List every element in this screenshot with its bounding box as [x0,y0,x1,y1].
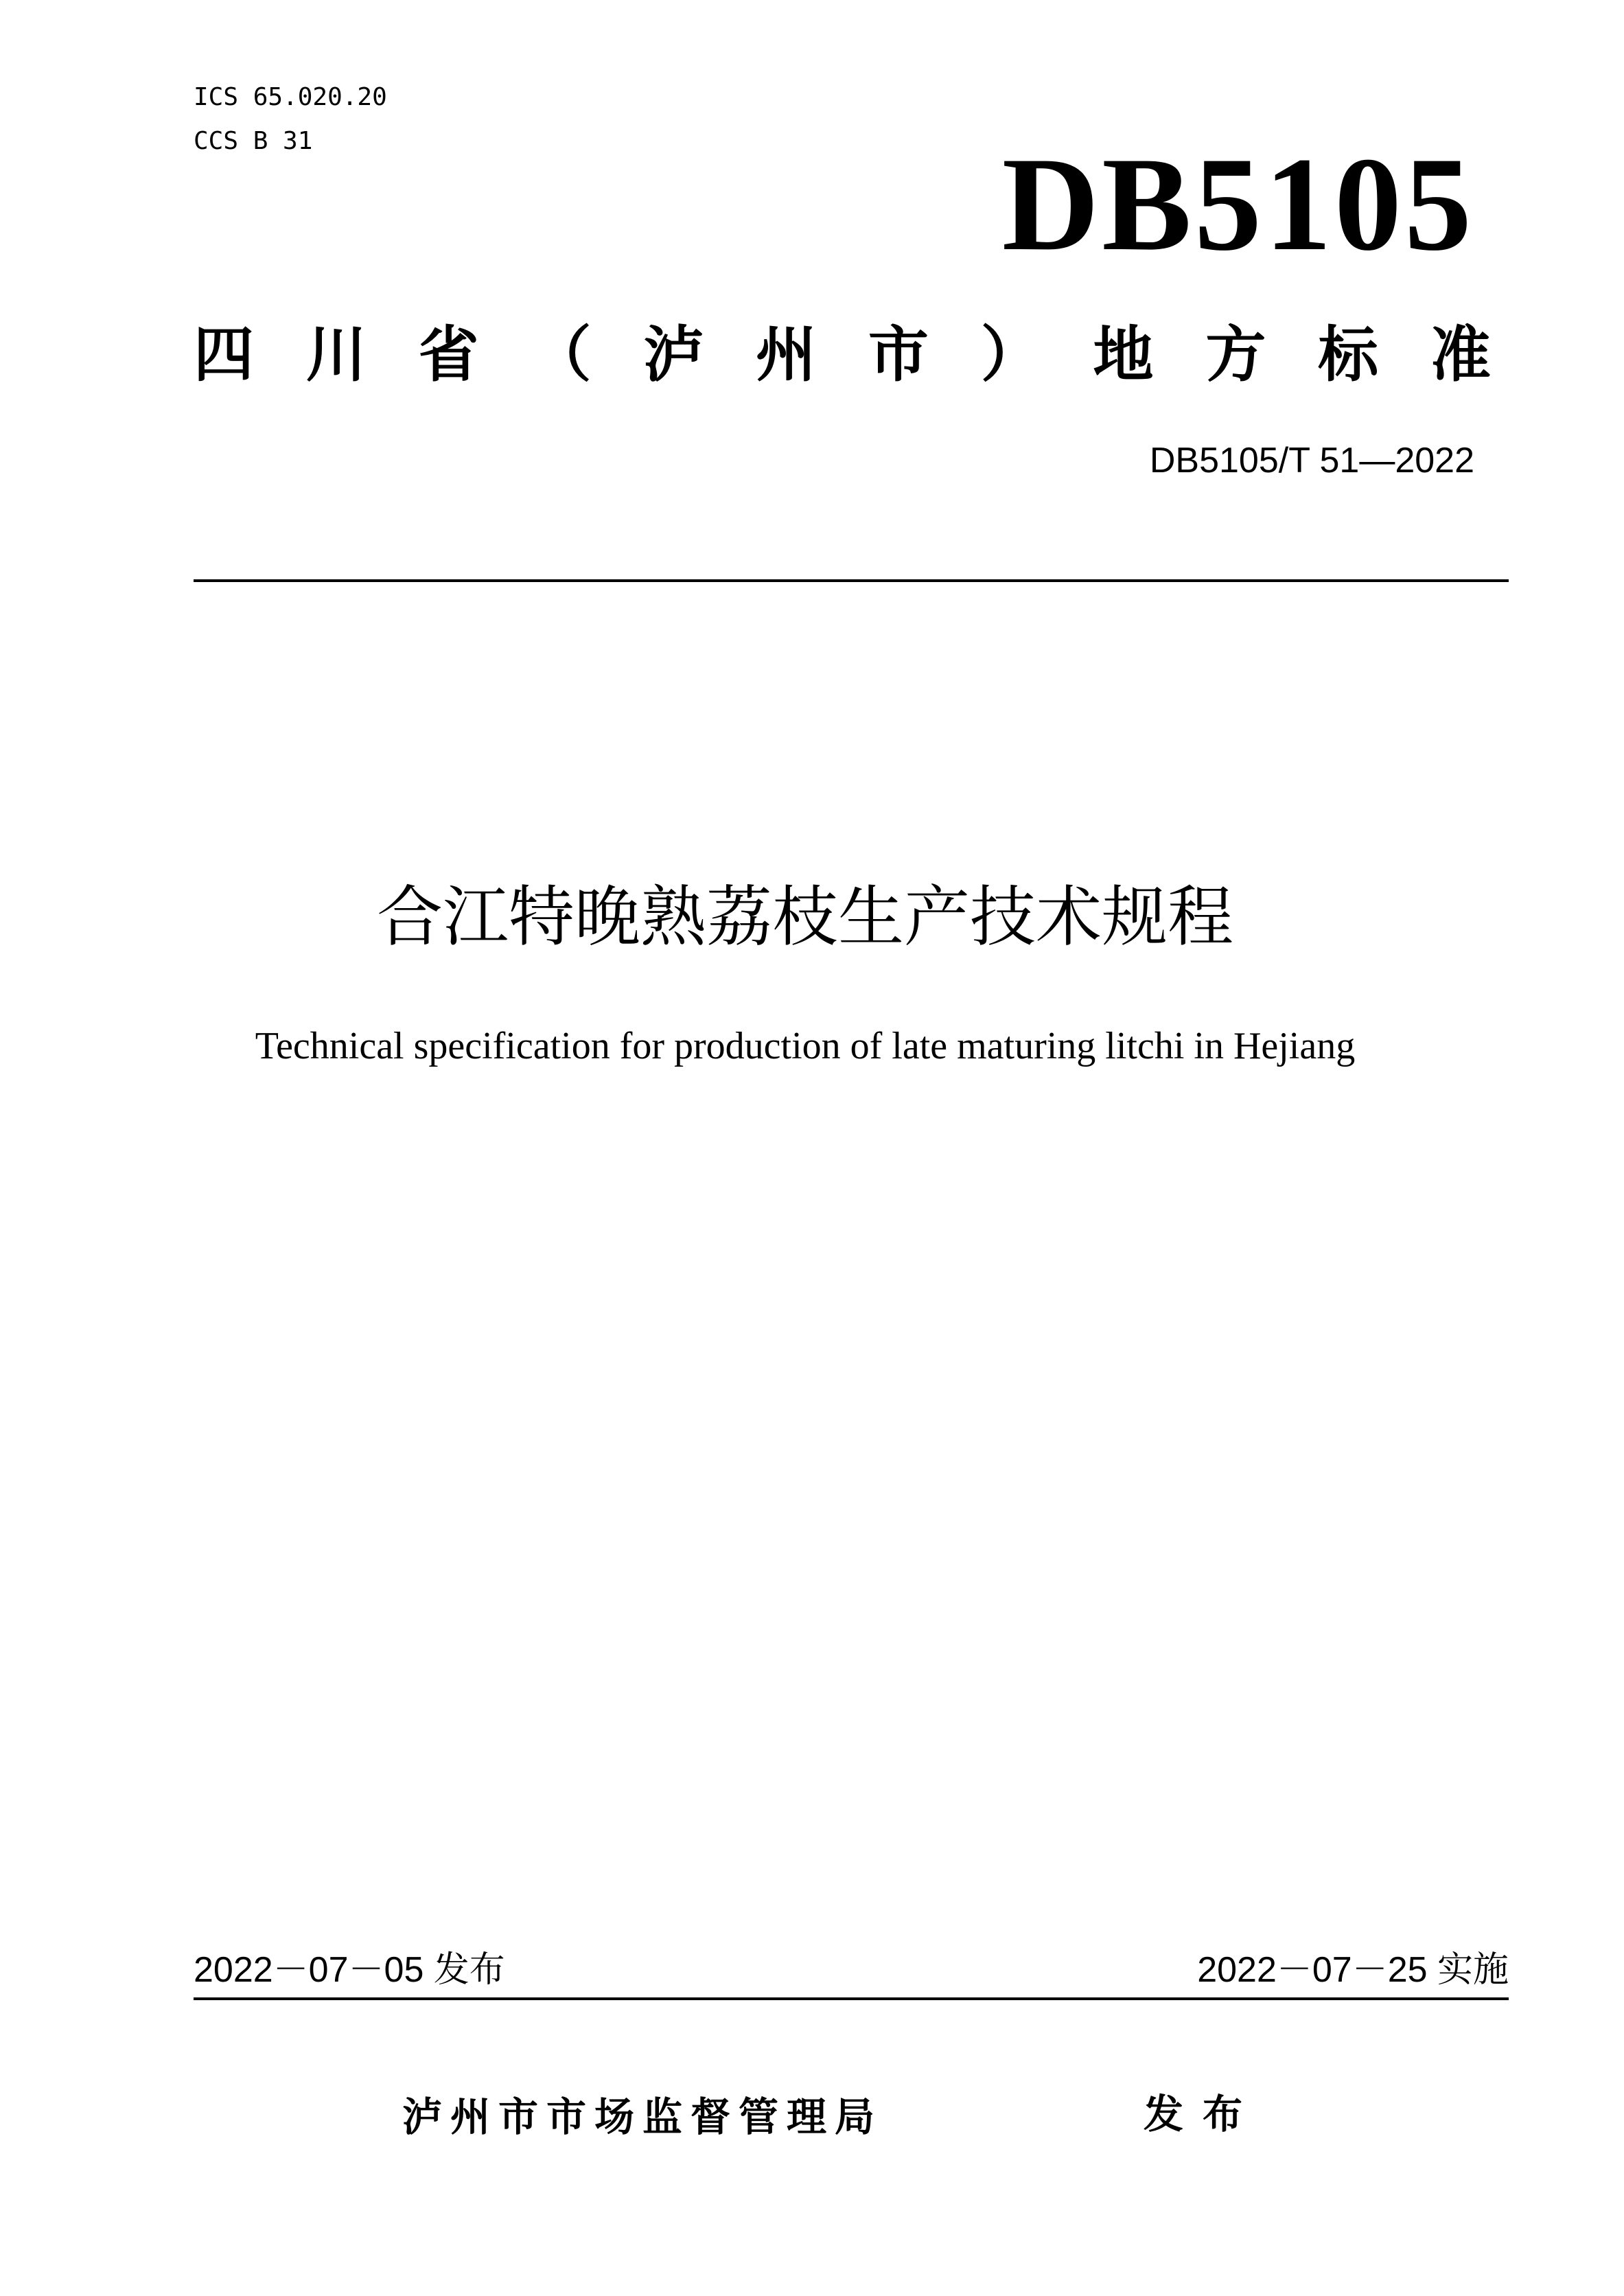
publish-label: 发布 [1144,2091,1262,2137]
category-char: 泸 [643,319,704,390]
db-mark: DB5105 [1001,130,1474,279]
publisher-name: 泸州市市场监督管理局 [402,2094,883,2140]
header-divider [194,579,1509,582]
ics-code: ICS 65.020.20 [194,83,387,111]
document-title-zh: 合江特晚熟荔枝生产技术规程 [377,879,1233,955]
category-char: 四 [194,319,255,390]
category-char: （ [531,319,592,390]
document-title-en: Technical specification for production of late maturing litchi in Hejiang [255,1025,1356,1067]
category-char: 州 [756,319,817,390]
category-char: 市 [868,319,929,390]
category-char: 省 [418,319,479,390]
ccs-code: CCS B 31 [194,127,313,155]
standard-number: DB5105/T 51—2022 [1149,441,1474,480]
category-char: 方 [1205,319,1266,390]
category-char: 川 [305,319,367,390]
category-char: 准 [1430,319,1491,390]
category-char: 标 [1318,319,1379,390]
standard-category [194,317,1491,393]
issue-date: 2022－07－05 发布 [194,1950,505,1990]
footer-divider [194,1997,1509,2000]
implementation-date: 2022－07－25 实施 [1197,1950,1509,1990]
category-char: ） [980,319,1041,390]
category-char: 地 [1093,319,1154,390]
